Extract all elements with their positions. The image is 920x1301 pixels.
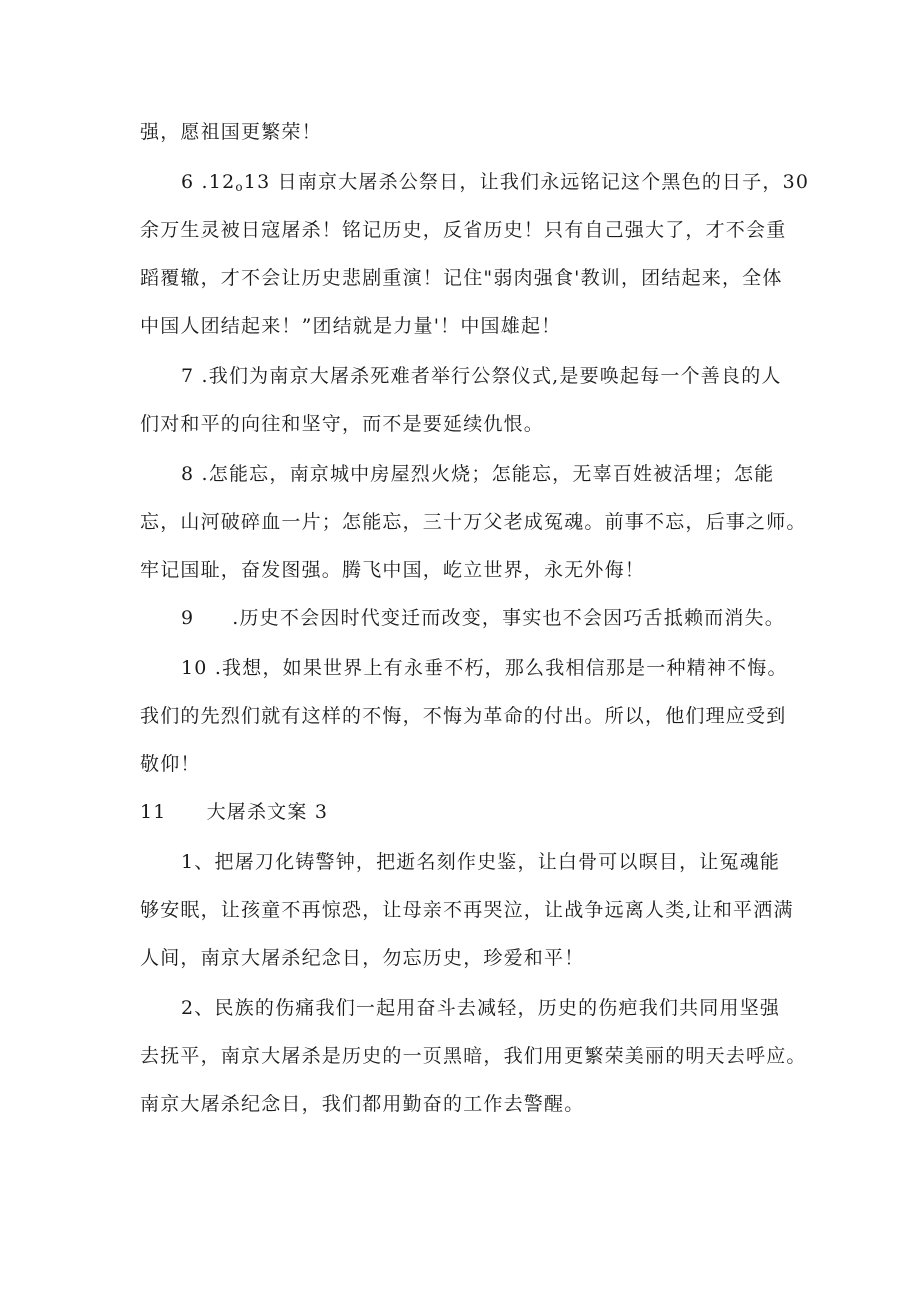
paragraph-line: 南京大屠杀纪念日，我们都用勤奋的工作去警醒。: [140, 1093, 585, 1115]
section-heading: [140, 798, 328, 826]
paragraph-line: 我们的先烈们就有这样的不悔，不悔为革命的付出。所以，他们理应受到: [140, 705, 787, 727]
paragraph-line: 忘，山河破碎血一片；怎能忘，三十万父老成冤魂。前事不忘，后事之师。: [140, 511, 807, 533]
heading-text: 大屠杀文案 3: [206, 801, 329, 823]
paragraph-line: 7 .我们为南京大屠杀死难者举行公祭仪式,是要唤起每一个善良的人: [181, 365, 782, 387]
paragraph-line: 够安眠，让孩童不再惊恐，让母亲不再哭泣，让战争远离人类,让和平洒满: [140, 899, 794, 921]
paragraph-line: 牢记国耻，奋发图强。腾飞中国，屹立世界，永无外侮！: [140, 559, 646, 581]
paragraph-line: 2、民族的伤痛我们一起用奋斗去减轻，历史的伤疤我们共同用坚强: [181, 997, 781, 1019]
paragraph-line: 1、把屠刀化铸警钟，把逝名刻作史鉴，让白骨可以暝目，让冤魂能: [181, 851, 781, 873]
paragraph-line: 人间，南京大屠杀纪念日，勿忘历史，珍爱和平！: [140, 947, 585, 969]
paragraph-line: 敬仰！: [140, 753, 201, 775]
paragraph-line: 蹈覆辙，才不会让历史悲剧重演！记住"弱肉强食'教训，团结起来，全体: [140, 267, 783, 289]
paragraph-line: 们对和平的向往和坚守，而不是要延续仇恨。: [140, 413, 545, 435]
paragraph-line: 余万生灵被日寇屠杀！铭记历史，反省历史！只有自己强大了，才不会重: [140, 219, 787, 241]
paragraph-line: 10 .我想，如果世界上有永垂不朽，那么我相信那是一种精神不悔。: [181, 657, 788, 679]
item-number: 6: [181, 171, 195, 193]
heading-number: 11: [140, 801, 167, 823]
text-span: .12: [194, 171, 236, 193]
text-span: .历史不会因时代变迁而改变，事实也不会因巧舌抵赖而消失。: [232, 607, 785, 629]
paragraph-line: 中国人团结起来！”团结就是力量'！中国雄起！: [140, 315, 562, 337]
paragraph-line: 强，愿祖国更繁荣！: [140, 121, 322, 143]
paragraph-line: 8 .怎能忘，南京城中房屋烈火烧；怎能忘，无辜百姓被活埋；怎能: [181, 463, 775, 485]
paragraph-line: 去抚平，南京大屠杀是历史的一页黑暗，我们用更繁荣美丽的明天去呼应。: [140, 1045, 807, 1067]
text-span: 13 日南京大屠杀公祭日，让我们永远铭记这个黑色的日子，30: [243, 171, 810, 193]
item-number: 9: [181, 607, 195, 629]
subscript-mark: o: [235, 180, 244, 194]
paragraph-line: [181, 168, 809, 201]
paragraph-line: [181, 604, 785, 632]
